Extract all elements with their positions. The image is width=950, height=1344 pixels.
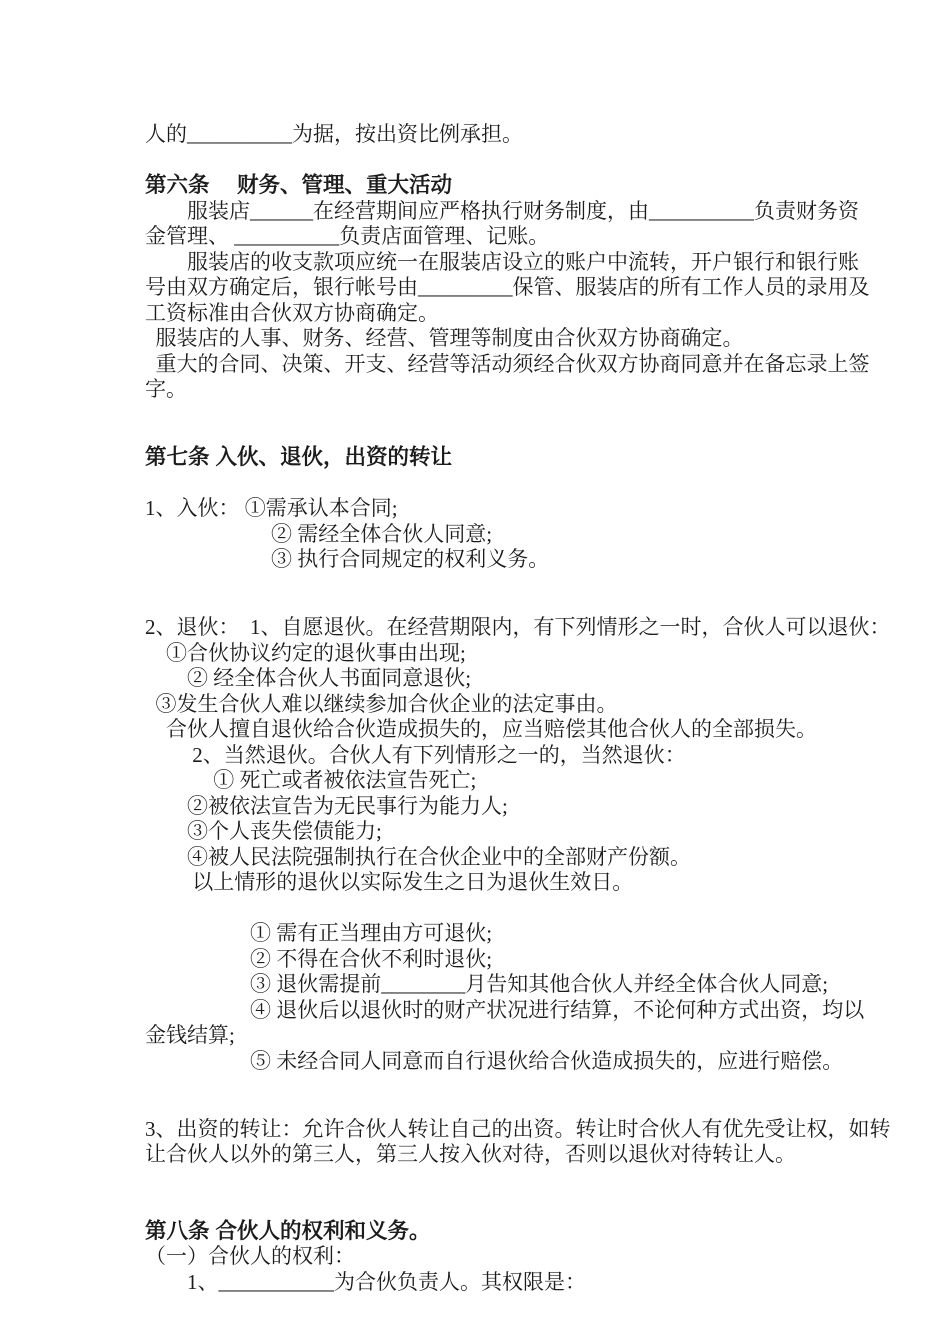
section-heading-article-7: 第七条 入伙、退伙，出资的转让 <box>145 445 452 469</box>
blank-line <box>145 403 820 429</box>
doc-line: ① 需有正当理由方可退伙; <box>145 921 493 945</box>
doc-line: ④ 退伙后以退伙时的财产状况进行结算，不论何种方式出资，均以 <box>145 997 865 1022</box>
blank-line <box>145 573 820 599</box>
blank-line <box>145 148 820 174</box>
blank-line <box>145 1193 820 1219</box>
blank-line <box>145 896 820 922</box>
doc-line: 号由双方确定后，银行帐号由_________保管、服装店的所有工作人员的录用及 <box>145 275 870 299</box>
doc-line: ② 需经全体合伙人同意; <box>145 521 493 546</box>
doc-line: 服装店的人事、财务、经营、管理等制度由合伙双方协商确定。 <box>145 326 744 350</box>
doc-line: 金钱结算; <box>145 1023 235 1047</box>
doc-line: ① 死亡或者被依法宣告死亡; <box>145 768 477 792</box>
section-heading-article-6: 第六条 财务、管理、重大活动 <box>145 173 452 197</box>
doc-line: ③ 退伙需提前________月告知其他合伙人并经全体合伙人同意; <box>145 972 829 996</box>
doc-line: 2、退伙： 1、自愿退伙。在经营期限内，有下列情形之一时，合伙人可以退伙： <box>145 615 891 639</box>
doc-line: 重大的合同、决策、开支、经营等活动须经合伙双方协商同意并在备忘录上签 <box>145 351 870 376</box>
doc-line: 金管理、 __________负责店面管理、记账。 <box>145 224 550 248</box>
doc-line: 3、出资的转让：允许合伙人转让自己的出资。转让时合伙人有优先受让权，如转 <box>145 1116 891 1141</box>
doc-line: 1、___________为合伙负责人。其权限是： <box>145 1269 586 1294</box>
doc-line: ⑤ 未经合同人同意而自行退伙给合伙造成损失的，应进行赔偿。 <box>145 1048 844 1073</box>
doc-line: ③ 执行合同规定的权利义务。 <box>145 547 550 571</box>
doc-line: ② 不得在合伙不利时退伙; <box>145 946 493 971</box>
doc-line: ③个人丧失偿债能力; <box>145 819 382 843</box>
section-heading-article-8: 第八条 合伙人的权利和义务。 <box>145 1218 431 1243</box>
doc-line: 服装店______在经营期间应严格执行财务制度，由__________负责财务资 <box>145 198 859 223</box>
doc-line: 工资标准由合伙双方协商确定。 <box>145 300 439 325</box>
blank-line <box>145 1074 820 1100</box>
blank-line <box>145 1168 820 1194</box>
doc-line: ②被依法宣告为无民事行为能力人; <box>145 793 508 818</box>
doc-line: （一）合伙人的权利： <box>145 1244 355 1268</box>
doc-line: 以上情形的退伙以实际发生之日为退伙生效日。 <box>145 870 634 894</box>
doc-line: ①合伙协议约定的退伙事由出现; <box>145 640 466 665</box>
doc-line: ④被人民法院强制执行在合伙企业中的全部财产份额。 <box>145 844 691 869</box>
doc-line: 让合伙人以外的第三人，第三人按入伙对待，否则以退伙对待转让人。 <box>145 1142 796 1166</box>
doc-line: 字。 <box>145 377 187 401</box>
blank-space <box>145 1100 820 1117</box>
doc-line: 合伙人擅自退伙给合伙造成损失的，应当赔偿其他合伙人的全部损失。 <box>145 717 817 741</box>
doc-line: ③发生合伙人难以继续参加合伙企业的法定事由。 <box>145 691 618 716</box>
doc-line: 人的__________为据，按出资比例承担。 <box>145 122 523 146</box>
doc-line: 1、入伙： ①需承认本合同; <box>145 496 398 520</box>
blank-space <box>145 428 820 445</box>
blank-line <box>145 471 820 497</box>
doc-line: 服装店的收支款项应统一在服装店设立的账户中流转，开户银行和银行账 <box>145 249 859 274</box>
doc-line: ② 经全体合伙人书面同意退伙; <box>145 666 472 690</box>
doc-line: 2、当然退伙。合伙人有下列情形之一的，当然退伙： <box>145 742 686 767</box>
blank-space <box>145 598 820 615</box>
